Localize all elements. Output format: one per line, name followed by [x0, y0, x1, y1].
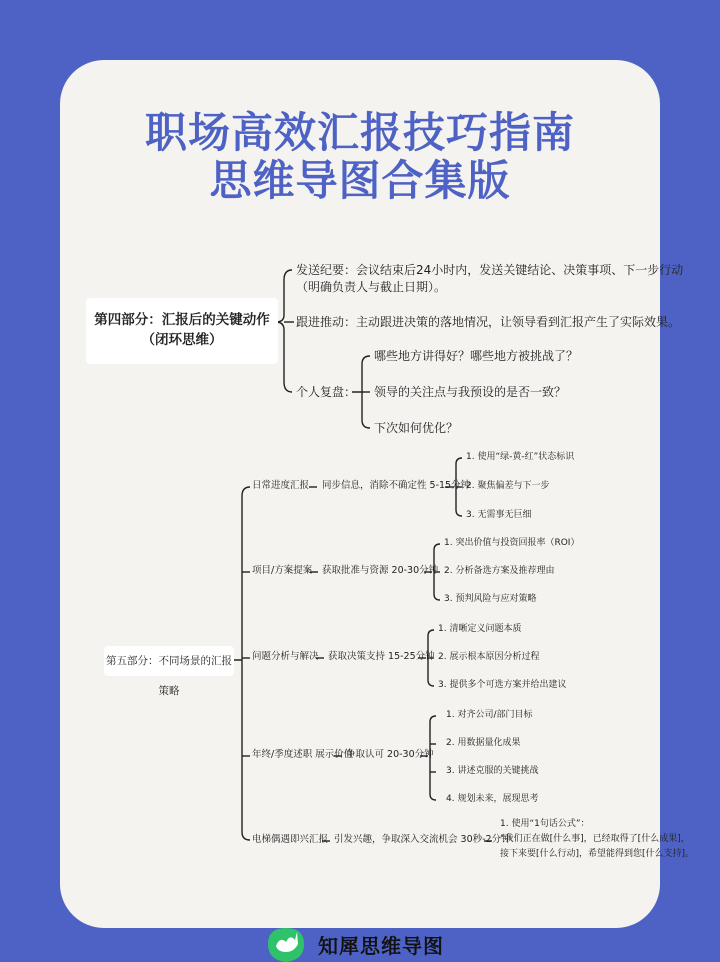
part4-item-review: 个人复盘： [296, 385, 357, 399]
scenario-goal: 获取决策支持 15-25分钟 [328, 651, 435, 662]
scenario-goal: 引发兴趣，争取深入交流机会 30秒-2分钟 [334, 834, 511, 845]
scenario-name: 项目/方案提案 [252, 565, 313, 576]
scenario-tip: 4. 规划未来，展现思考 [446, 794, 539, 804]
part4-item-followup: 跟进推动：主动跟进决策的落地情况，让领导看到汇报产生了实际效果。 [296, 315, 681, 329]
part4-item-minutes-note: （明确负责人与截止日期）。 [296, 280, 447, 294]
scenario-tip: 3. 预判风险与应对策略 [444, 594, 537, 604]
scenario-goal: 同步信息，消除不确定性 5-15分钟 [322, 480, 471, 491]
scenario-tip: “我们正在做[什么事]，已经取得了[什么成果]， [500, 834, 690, 844]
scenario-tip: 3. 讲述克服的关键挑战 [446, 766, 539, 776]
part4-item-minutes: 发送纪要：会议结束后24小时内，发送关键结论、决策事项、下一步行动 [296, 263, 684, 277]
scenario-name: 日常进度汇报 [252, 480, 310, 491]
scenario-goal: 获取批准与资源 20-30分钟 [322, 565, 439, 576]
scenario-tip: 2. 用数据量化成果 [446, 738, 521, 748]
scenario-tip: 1. 清晰定义问题本质 [438, 624, 522, 634]
scenario-name: 问题分析与解决 [252, 651, 319, 662]
scenario-tip: 1. 使用“1句话公式”： [500, 819, 590, 829]
title-line-2: 思维导图合集版 [209, 156, 511, 205]
title-line-1: 职场高效汇报技巧指南 [144, 108, 575, 157]
brand-name: 知犀思维导图 [318, 934, 444, 958]
part4-label-line1: 第四部分：汇报后的关键动作 [94, 312, 270, 328]
scenario-tip: 2. 展示根本原因分析过程 [438, 652, 540, 662]
scenario-tip: 1. 使用“绿-黄-红”状态标识 [466, 452, 575, 462]
scenario-tip: 2. 分析备选方案及推荐理由 [444, 566, 555, 576]
review-question: 下次如何优化？ [374, 421, 459, 435]
scenario-tip: 1. 对齐公司/部门目标 [446, 710, 533, 720]
scenario-tip: 接下来要[什么行动]，希望能得到您[什么支持]。 [500, 849, 695, 859]
rhino-logo-icon [264, 922, 308, 962]
part4-label-line2: （闭环思维） [141, 332, 223, 349]
scenario-tip: 3. 无需事无巨细 [466, 510, 532, 520]
scenario-goal: 争取认可 20-30分钟 [346, 749, 434, 760]
review-question: 领导的关注点与我预设的是否一致？ [374, 385, 567, 399]
part4-node [86, 298, 278, 364]
review-question: 哪些地方讲得好？哪些地方被挑战了？ [374, 349, 579, 363]
scenario-tip: 2. 聚焦偏差与下一步 [466, 481, 550, 491]
scenario-tip: 3. 提供多个可选方案并给出建议 [438, 680, 567, 690]
scenario-name: 电梯偶遇即兴汇报 [252, 834, 329, 845]
part5-node: 第五部分：不同场景的汇报策略 [104, 646, 234, 676]
scenario-name: 年终/季度述职 展示价值 [252, 749, 354, 760]
scenario-tip: 1. 突出价值与投资回报率（ROI） [444, 538, 580, 548]
